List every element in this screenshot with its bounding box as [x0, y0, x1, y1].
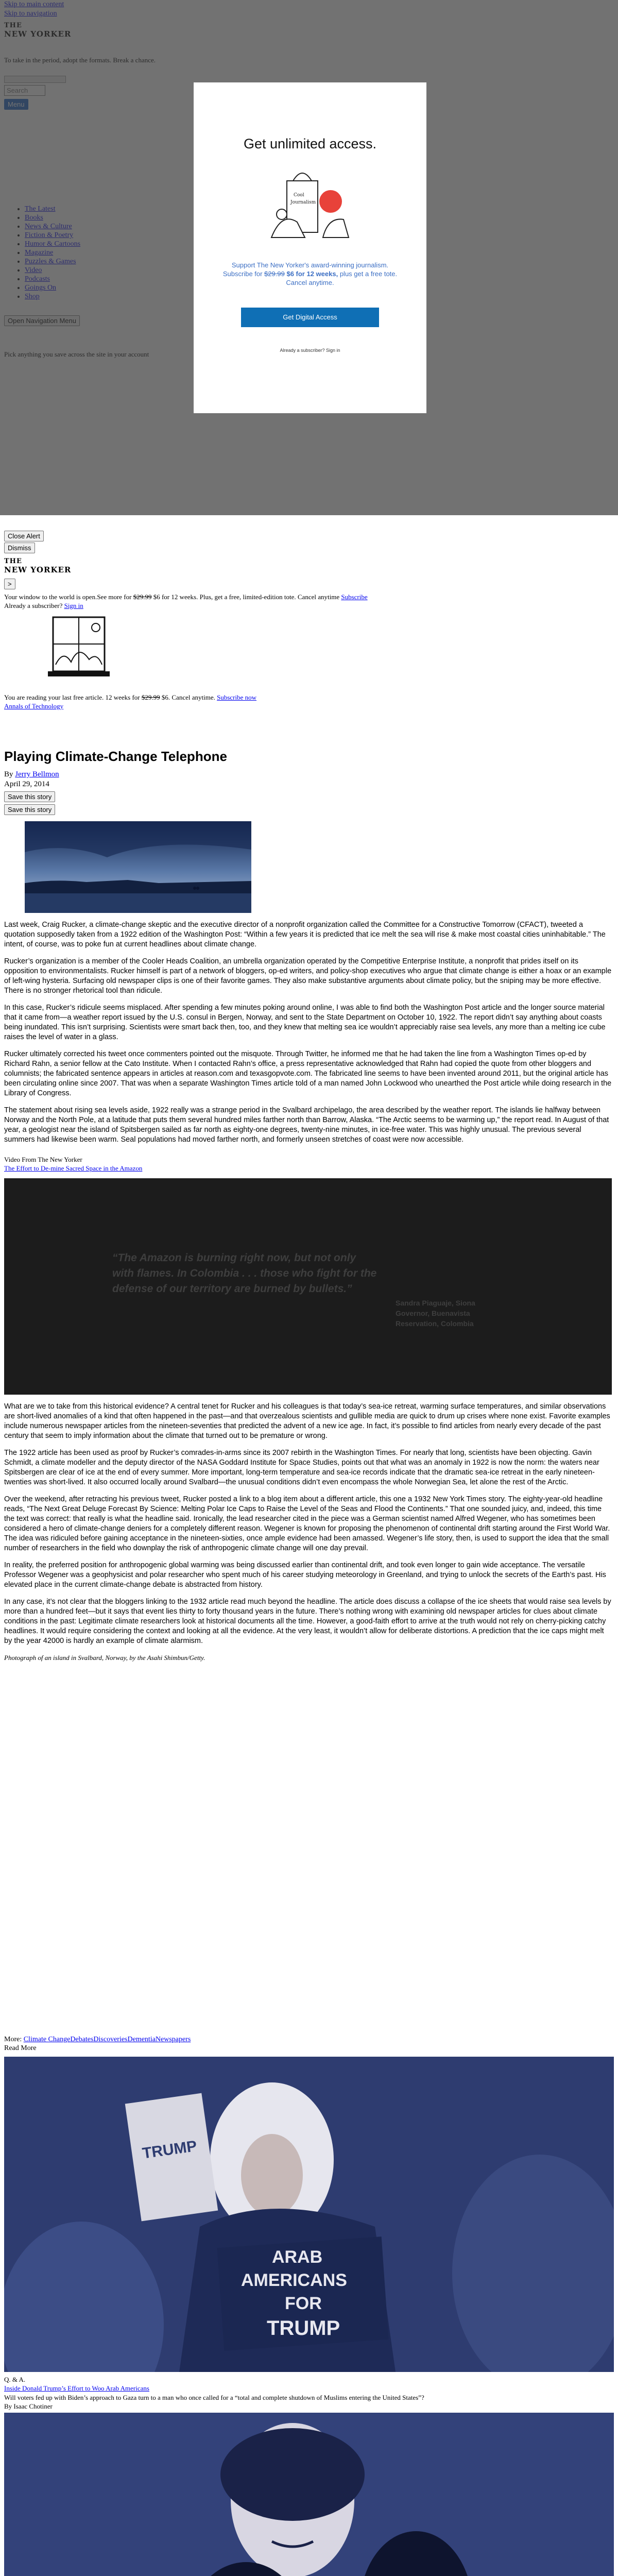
related-photo-cats[interactable]: [4, 2413, 614, 2576]
related-kicker: Q. & A.: [4, 2376, 26, 2383]
article-paragraph: Rucker’s organization is a member of the Cooler Heads Coalition, an umbrella organization operated by the Competitive Enterprise Institute, a nonprofit that prides itself on its opposition to environmentalists. Rucker himself is part of a network of bloggers, op-ed writers, and policy-shop executives who argue that climate change is either a hoax or an example of left-wing hysteria. Surfacing old newspaper clips is one of their favorite games. They also make substantive arguments about climate policy, but the sniping may be more effective. There is no stronger rhetorical tool than ridicule.: [4, 957, 612, 995]
article: [0, 744, 618, 1662]
author-link[interactable]: Jerry Bellmon: [15, 770, 59, 778]
tag-link[interactable]: Discoveries: [93, 2036, 128, 2043]
paywall-already: Already a subscriber? Sign in: [4, 602, 83, 609]
sign-line-3: FOR: [285, 2294, 322, 2313]
byline: By Jerry Bellmon: [4, 770, 59, 778]
article-paragraph: In this case, Rucker’s ridicule seems misplaced. After spending a few minutes poking around online, I was able to find both the Washington Post article and the longer source material that it came from—a weather report issued by the U.S. consul in Bergen, Norway, and sent to the State Department on October 10, 1922. The report didn’t say anything about coasts being inundated. This isn’t surprising. Scientists were smart back then, too, and they knew that melting sea ice wouldn’t appreciably raise sea levels, any more than a melting ice cube raises the level of water in a glass.: [4, 1004, 606, 1041]
modal-signin-link[interactable]: Already a subscriber? Sign in: [280, 348, 340, 353]
tote-caption-2: Journalism: [290, 200, 316, 205]
article-date: April 29, 2014: [4, 780, 49, 788]
video-player[interactable]: [4, 1178, 612, 1395]
video-credit: Sandra Piaguaje, Siona Governor, Buenavista Reservation, Colombia: [396, 1299, 475, 1328]
last-free-subscribe-link[interactable]: Subscribe now: [217, 693, 257, 701]
related-title-link[interactable]: Inside Donald Trump’s Effort to Woo Arab Americans: [4, 2384, 149, 2392]
photo-caption: Photograph of an island in Svalbard, Norway, by the Asahi Shimbun/Getty.: [4, 1654, 205, 1662]
tote-illustration-icon: [266, 165, 354, 243]
article-paragraph: Rucker ultimately corrected his tweet once commenters pointed out the misquote. Through Twitter, he informed me that he had taken the line from a Washington Times op-ed by Richard Rahn, a senior fellow at the Cato Institute. When I contacted Rahn’s office, a press representative acknowledged that Rahn had copied the quote from other bloggers and columnists; the fabricated sentence appears in articles at reason.com and texasgopvote.com. The fabricated line seems to have been invented around 2011, but the original article has been circulating online since 2007. That was when a separate Washington Times article told of a man named John Lockwood who unearthed the Post article while doing research in the Library of Congress.: [4, 1050, 612, 1097]
article-paragraph: In reality, the preferred position for anthropogenic global warming was being discussed earlier than continental drift, and took even longer to gain wide acceptance. The versatile Professor Wegener was a geophysicist and polar researcher who spent much of his career studying meteorology in Greenland, and trying to unlock the secrets of the Earth’s past. His elevated place in the current climate-change debate is abstracted from history.: [4, 1561, 606, 1589]
related-section: [0, 2035, 618, 2576]
article-paragraph: Over the weekend, after retracting his previous tweet, Rucker posted a link to a blog item about a different article, this one a 1932 New York Times story. The eighty-year-old headline reads, “The Next Great Deluge Forecast By Science: Melting Polar Ice Caps to Raise the Level of the Seas and Flood the Continents.” That one sounded juicy, and, indeed, this time the text was correct: that really is what the headline said. Ironically, the lead researcher cited in the piece was a German scientist named Alfred Wegener, who has sometimes been considered a hero of climate-change deniers for a completely different reason. Wegener is known for proposing the phenomenon of continental drift starting around the First World War. The idea was ridiculed before gaining acceptance in the nineteen-sixties, once ample evidence had been amassed. Wegener’s life story, then, is used to support the idea that the small number of researchers in the field who downplay the risk of anthropogenic climate change will one day prevail.: [4, 1495, 610, 1552]
section-link[interactable]: Annals of Technology: [4, 702, 64, 710]
article-paragraph: The statement about rising sea levels aside, 1922 really was a strange period in the Svalbard archipelago, the area described by the weather report. The islands lie halfway between Norway and the North Pole, at a latitude that puts them several hundred miles farther north than Barrow, Alaska. “The Arctic seems to be warming up,” the report read. In August of that year, a geologist near the island of Spitsbergen sailed as far north as eighty-one degrees, twenty-nine minutes, in ice-free water. This was highly unusual. The previous several summers had likewise been warm. Seal populations had moved farther north, and formerly unseen stretches of coast were now accessible.: [4, 1106, 609, 1144]
read-more-label: Read More: [4, 2044, 37, 2052]
article-paragraph: In any case, it’s not clear that the bloggers linking to the 1932 article read much beyond the headline. The article does discuss a collapse of the ice sheets that would raise sea levels by more than a hundred feet—but it says that event lies thirty to forty thousand years in the future. There’s nothing wrong with examining old newspaper articles for clues about climate conditions in the past: Legitimate climate researchers look at historical documents all the time. However, a good-faith effort to arrive at the truth would not rely on cherry-picking catchy headlines. It would require considering the context and looking at all the evidence. At the very least, it wouldn’t allow for deliberate distortions. A prediction that the ice caps might melt by the year 42000 is hardly an example of climate alarmism.: [4, 1598, 611, 1645]
modal-price-line: Subscribe for $29.99 $6 for 12 weeks, plus get a free tote.: [222, 270, 398, 278]
tag-link[interactable]: Debates: [70, 2036, 94, 2043]
tag-list: More: Climate ChangeDebatesDiscoveriesDementiaNewspapers: [4, 2036, 191, 2043]
related-dek: Will voters fed up with Biden’s approach to Gaza turn to a man who once called for a “total and complete shutdown of Muslims entering the United States”?: [4, 2394, 424, 2401]
sign-line-2: AMERICANS: [241, 2270, 347, 2290]
dismiss-button[interactable]: Dismiss: [4, 543, 35, 553]
related-photo-trump[interactable]: [4, 2057, 614, 2372]
modal-cancel-line: Cancel anytime.: [286, 279, 334, 286]
sign-line-4: TRUMP: [267, 2317, 340, 2340]
article-title: Playing Climate-Change Telephone: [4, 749, 227, 764]
side-sign: TRUMP: [141, 2138, 198, 2162]
close-alert-button[interactable]: Close Alert: [4, 531, 44, 541]
related-byline: By Isaac Chotiner: [4, 2402, 53, 2410]
paywall-brand-logo: NEW YORKER: [4, 565, 72, 574]
related-photo-cats-art: [4, 2413, 614, 2576]
next-button[interactable]: >: [4, 579, 15, 589]
paywall-subscribe-link[interactable]: Subscribe: [341, 593, 368, 601]
paywall-signin-link[interactable]: Sign in: [64, 602, 83, 609]
video-quote: “The Amazon is burning right now, but not only with flames. In Colombia . . . those who fight for the defense of our territory are burned by bullets.”: [112, 1252, 377, 1295]
save-story-button-2[interactable]: Save this story: [4, 804, 55, 815]
hero-photo: [25, 821, 251, 913]
paywall-brand-the: THE: [4, 557, 22, 565]
get-digital-access-button[interactable]: Get Digital Access: [241, 308, 379, 327]
related-photo-trump-art: [4, 2057, 614, 2372]
modal-support-line: Support The New Yorker's award-winning journalism.: [231, 261, 389, 269]
subscribe-modal: [194, 82, 426, 413]
last-free-notice: You are reading your last free article. 12 weeks for $29.99 $6. Cancel anytime. Subscribe now: [4, 693, 257, 701]
paywall-offer: Your window to the world is open.See more for $29.99 $6 for 12 weeks. Plus, get a free, limited-edition tote. Cancel anytime Subscribe: [4, 593, 368, 601]
article-paragraph: Last week, Craig Rucker, a climate-change skeptic and the executive director of a nonprofit organization called the Committee for a Constructive Tomorrow (CFACT), tweeted a quotation supposedly taken from a 1922 edition of the Washington Post: “Within a few years it is predicted that ice melt the sea will rise & make most coastal cities uninhabitable.” The intent, of course, was to poke fun at current headlines about climate change.: [4, 921, 606, 948]
video-title-link[interactable]: The Effort to De-mine Sacred Space in the Amazon: [4, 1164, 143, 1172]
modal-title: Get unlimited access.: [243, 136, 377, 151]
save-story-button[interactable]: Save this story: [4, 791, 55, 802]
window-illustration-icon: [40, 613, 117, 685]
tag-link[interactable]: Dementia: [127, 2036, 156, 2043]
article-paragraph: The 1922 article has been used as proof by Rucker’s comrades-in-arms since its 2007 rebirth in the Washington Times. For nearly that long, scientists have been objecting. Gavin Schmidt, a climate modeller and the deputy director of the NASA Goddard Institute for Space Studies, points out that what was an anomaly in 1922 is now the norm: the waters near Spitsbergen are clear of ice at the end of every summer. More important, long-term temperature and sea-ice records indicate that the dramatic sea-ice retreat in the early nineteen-twenties was short-lived. It also occurred locally around Svalbard—the unusual conditions didn’t even encompass the whole Norwegian Sea, let alone the rest of the Arctic.: [4, 1449, 599, 1486]
video-label: Video From The New Yorker: [4, 1156, 82, 1163]
tag-link[interactable]: Newspapers: [155, 2036, 191, 2043]
tote-caption-1: Cool: [294, 193, 304, 198]
article-paragraph: What are we to take from this historical evidence? A central tenet for Rucker and his colleagues is that today’s sea-ice retreat, warming surface temperatures, and similar observations are short-lived anomalies of a kind that often happened in the past—and that overzealous scientists and gullible media are quick to drum up crises where none exist. Favorite examples include numerous newspaper articles from the nineteen-seventies that predicted the advent of a new ice age. In fact, it’s possible to find articles from nearly every decade of the past century that seem to imply information about the climate that turned out to be premature or wrong.: [4, 1402, 610, 1440]
tag-link[interactable]: Climate Change: [23, 2036, 71, 2043]
paywall-block: [0, 531, 618, 711]
sign-line-1: ARAB: [272, 2247, 323, 2267]
